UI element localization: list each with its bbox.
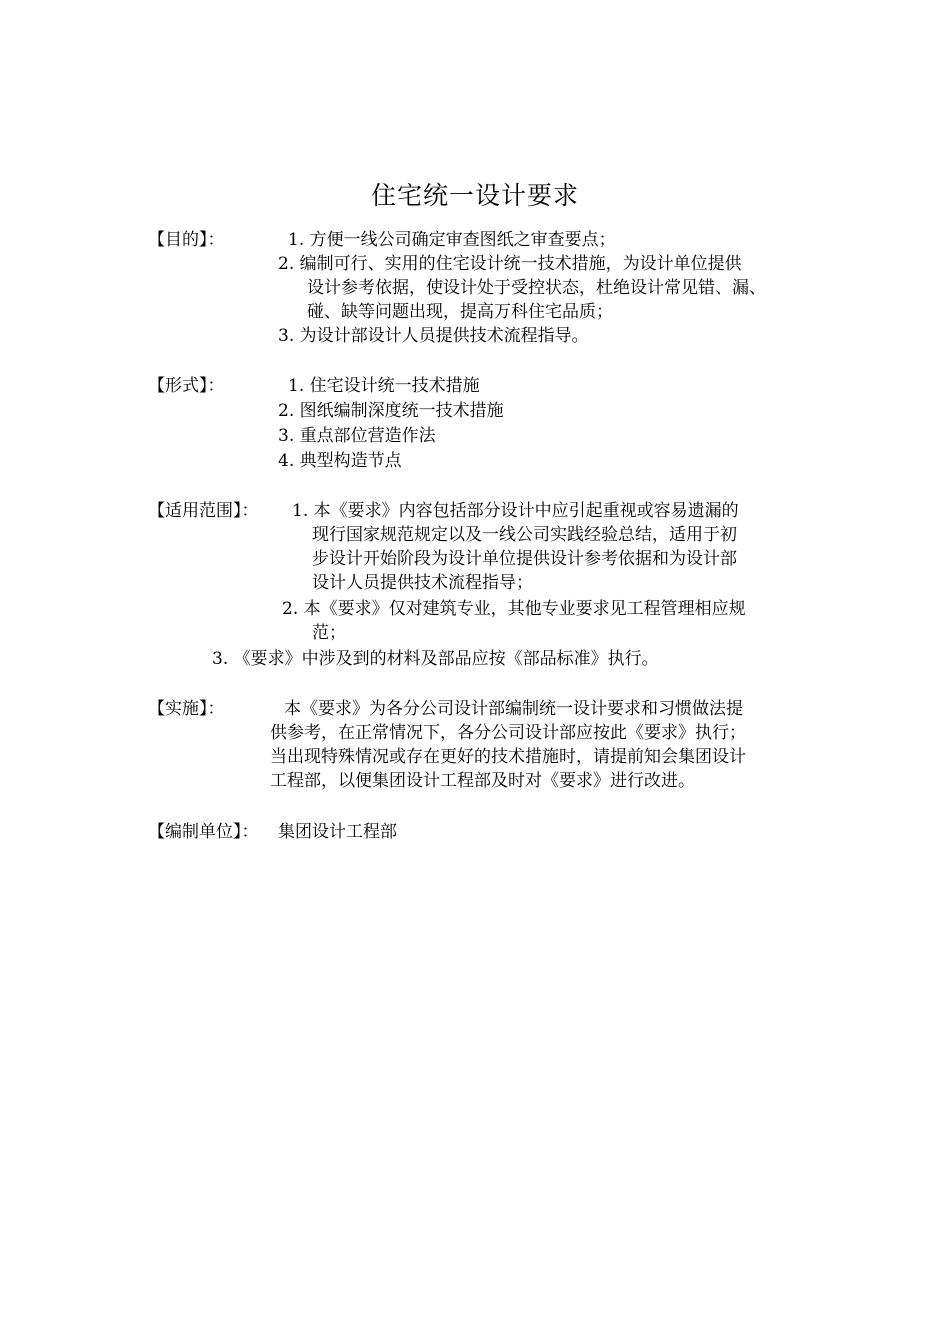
list-item: 2. 图纸编制深度统一技术措施 [278, 401, 504, 421]
section-label-implementation: 【实施】： [148, 699, 225, 719]
page-title: 住宅统一设计要求 [370, 181, 579, 210]
list-item: 2. 本《要求》仅对建筑专业，其他专业要求见工程管理相应规 [282, 599, 746, 619]
list-item-continuation: 碰、缺等问题出现，提高万科住宅品质； [307, 302, 613, 322]
list-item-continuation: 步设计开始阶段为设计单位提供设计参考依据和为设计部 [312, 549, 737, 569]
list-item: 1. 住宅设计统一技术措施 [288, 376, 480, 396]
list-item: 2. 编制可行、实用的住宅设计统一技术措施，为设计单位提供 [278, 254, 742, 274]
paragraph-line: 当出现特殊情况或存在更好的技术措施时，请提前知会集团设计 [270, 747, 746, 767]
list-item: 3. 为设计部设计人员提供技术流程指导。 [278, 326, 589, 346]
list-item: 1. 本《要求》内容包括部分设计中应引起重视或容易遗漏的 [292, 501, 739, 521]
section-label-scope: 【适用范围】： [148, 501, 259, 521]
section-label-purpose: 【目的】： [148, 230, 225, 250]
paragraph-line: 本《要求》为各分公司设计部编制统一设计要求和习惯做法提 [284, 699, 743, 719]
list-item: 3. 重点部位营造作法 [278, 426, 436, 446]
list-item: 1. 方便一线公司确定审查图纸之审查要点； [288, 230, 616, 250]
paragraph-line: 工程部，以便集团设计工程部及时对《要求》进行改进。 [270, 771, 695, 791]
section-label-form: 【形式】： [148, 376, 225, 396]
editor-value: 集团设计工程部 [278, 822, 397, 842]
section-label-editor: 【编制单位】： [148, 822, 259, 842]
list-item-continuation: 范； [312, 623, 346, 643]
list-item-continuation: 设计人员提供技术流程指导； [312, 573, 533, 593]
paragraph-line: 供参考，在正常情况下，各分公司设计部应按此《要求》执行； [270, 723, 746, 743]
list-item-continuation: 现行国家规范规定以及一线公司实践经验总结，适用于初 [312, 525, 737, 545]
list-item: 4. 典型构造节点 [278, 451, 402, 471]
list-item-continuation: 设计参考依据，使设计处于受控状态，杜绝设计常见错、漏、 [307, 278, 766, 298]
list-item: 3. 《要求》中涉及到的材料及部品应按《部品标准》执行。 [212, 649, 659, 669]
